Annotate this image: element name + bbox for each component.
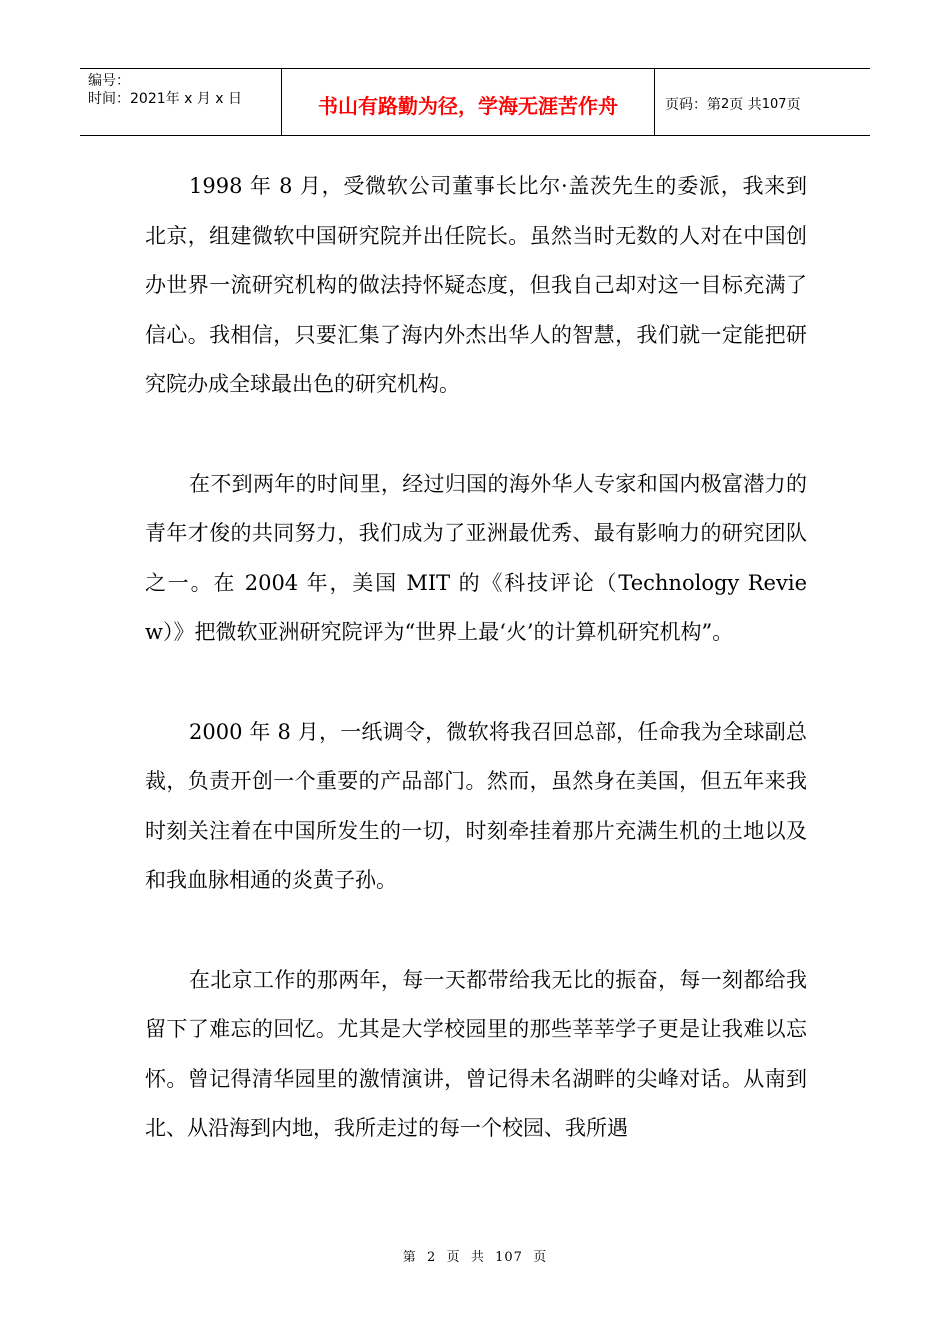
paragraph-3: 2000 年 8 月，一纸调令，微软将我召回总部，任命我为全球副总裁，负责开创一个重要的产品部门。然而，虽然身在美国，但五年来我时刻关注着在中国所发生的一切，时刻牵挂着那片充满生机的土地以及和我血脉相通的炎黄子孙。: [145, 719, 807, 892]
document-header: [80, 68, 870, 136]
page-footer: 第 2 页 共 107 页: [402, 1250, 548, 1265]
paragraph-2: 在不到两年的时间里，经过归国的海外华人专家和国内极富潜力的青年才俊的共同努力，我们成为了亚洲最优秀、最有影响力的研究团队之一。在 2004 年，美国 MIT 的《科技评论（Technology Review）》把微软亚洲研究院评为“世界上最‘火’的计算机研究机构”。: [145, 471, 807, 644]
time-label: 时间：: [88, 91, 130, 107]
header-motto: 书山有路勤为径，学海无涯苦作舟: [282, 69, 655, 135]
time-year: 2021: [130, 91, 166, 107]
page-total: 107: [761, 96, 787, 112]
page-mid: 页 共: [729, 97, 762, 113]
paragraph-4: 在北京工作的那两年，每一天都带给我无比的振奋，每一刻都给我留下了难忘的回忆。尤其是大学校园里的那些莘莘学子更是让我难以忘怀。曾记得清华园里的激情演讲，曾记得未名湖畔的尖峰对话。从南到北、从沿海到内地，我所走过的每一个校园、我所遇: [145, 967, 807, 1140]
paragraph-1: 1998 年 8 月，受微软公司董事长比尔·盖茨先生的委派，我来到北京，组建微软中国研究院并出任院长。虽然当时无数的人对在中国创办世界一流研究机构的做法持怀疑态度，但我自己却对这一目标充满了信心。我相信，只要汇集了海内外杰出华人的智慧，我们就一定能把研究院办成全球最出色的研究机构。: [145, 174, 807, 396]
time-rest: 年 x 月 x 日: [165, 91, 243, 107]
time-line: [88, 90, 281, 108]
document-body: [145, 162, 807, 1154]
page-label: 页码：第: [665, 97, 721, 113]
page-end: 页: [786, 97, 801, 113]
number-label: 编号：: [88, 73, 130, 89]
page-number: 2: [721, 96, 730, 112]
header-page-info: [655, 69, 870, 135]
header-meta: [80, 69, 282, 135]
